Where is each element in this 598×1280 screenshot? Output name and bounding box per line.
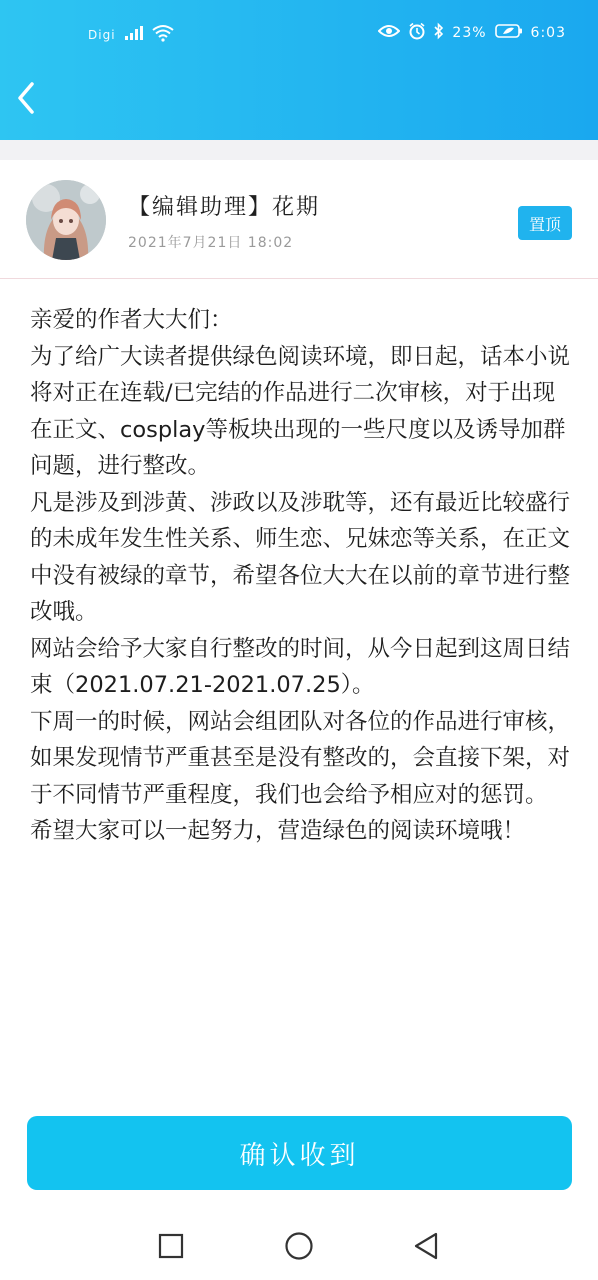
- app-header: [0, 0, 598, 140]
- chevron-left-icon: [16, 81, 36, 115]
- back-button[interactable]: [10, 78, 42, 118]
- bluetooth-icon: [434, 22, 444, 44]
- confirm-received-button[interactable]: 确认收到: [27, 1116, 572, 1190]
- clock: 6:03: [530, 25, 566, 41]
- notice-title: 【编辑助理】花期: [128, 195, 321, 220]
- notice-paragraph: 凡是涉及到涉黄、涉政以及涉耽等，还有最近比较盛行的未成年发生性关系、师生恋、兄妹恋等关系，在正文中没有被绿的章节，希望各位大大在以前的章节进行整改哦。: [30, 489, 571, 625]
- status-left: [88, 24, 174, 46]
- notice-paragraph: 为了给广大读者提供绿色阅读环境，即日起，话本小说将对正在连载/已完结的作品进行二次审核，对于出现在正文、cosplay等板块出现的一些尺度以及诱导加群问题，进行整改。: [30, 343, 571, 479]
- square-icon: [158, 1233, 184, 1259]
- notice-paragraph: 网站会给予大家自行整改的时间，从今日起到这周日结束（2021.07.21-2021.07.25）。: [30, 635, 571, 698]
- battery-percent: 23%: [452, 25, 487, 41]
- notice-header: [0, 160, 598, 279]
- wifi-icon: [152, 24, 174, 46]
- status-bar: [0, 0, 598, 70]
- battery-icon: [495, 23, 523, 43]
- section-divider: [0, 140, 598, 160]
- notice-body: [30, 302, 570, 850]
- notice-paragraph: 希望大家可以一起努力，营造绿色的阅读环境哦！: [30, 818, 526, 844]
- status-right: [378, 22, 566, 44]
- home-button[interactable]: [281, 1228, 317, 1264]
- recents-button[interactable]: [153, 1228, 189, 1264]
- notice-timestamp: 2021年7月21日 18:02: [128, 235, 294, 251]
- back-nav-button[interactable]: [408, 1228, 444, 1264]
- signal-bars-icon: [124, 25, 144, 45]
- notice-paragraph: 亲爱的作者大大们：: [30, 307, 233, 333]
- notice-paragraph: 下周一的时候，网站会组团队对各位的作品进行审核，如果发现情节严重甚至是没有整改的，会直接下架，对于不同情节严重程度，我们也会给予相应对的惩罚。: [30, 708, 571, 808]
- carrier-label: Digi: [88, 28, 116, 42]
- circle-icon: [284, 1231, 314, 1261]
- avatar[interactable]: [26, 180, 106, 260]
- pinned-badge: 置顶: [518, 206, 572, 240]
- system-nav-bar: [0, 1210, 598, 1280]
- triangle-back-icon: [412, 1231, 440, 1261]
- eye-icon: [378, 23, 400, 43]
- alarm-icon: [408, 22, 426, 44]
